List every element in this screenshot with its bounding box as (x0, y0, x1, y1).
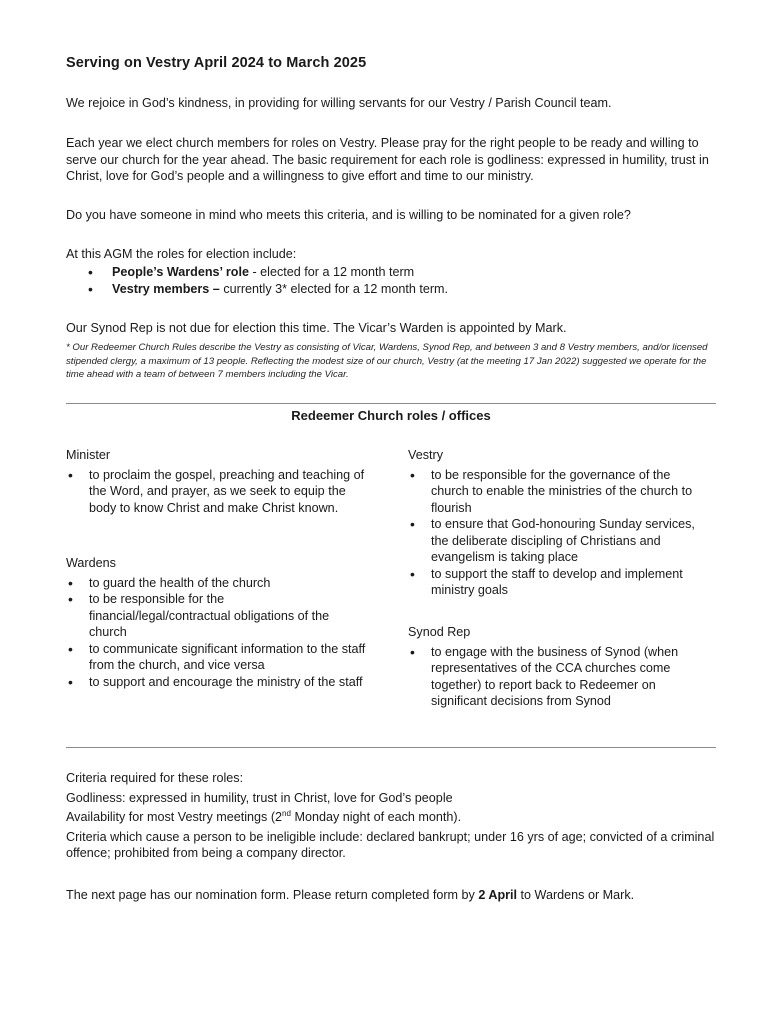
minister-title: Minister (66, 448, 111, 462)
minister-section (66, 447, 366, 516)
list-item: • to engage with the business of Synod (when representatives of the CCA churches come together) to report back to Redeemer on significant decisions from Synod (408, 644, 708, 710)
criteria-ineligible: Criteria which cause a person to be ineligible include: declared bankrupt; under 16 yrs of age; convicted of a criminal offence; prohibited from being a company director. (66, 829, 715, 860)
page-title: Serving on Vestry April 2024 to March 2025 (66, 55, 367, 71)
criteria-godliness: Godliness: expressed in humility, trust in Christ, love for God’s people (66, 790, 453, 805)
roles-heading: Redeemer Church roles / offices (291, 408, 491, 423)
criteria-heading: Criteria required for these roles: (66, 771, 244, 785)
wardens-section (66, 555, 366, 690)
election-roles-list (66, 264, 448, 297)
list-item: • to support the staff to develop and implement ministry goals (408, 566, 708, 599)
list-item: • to ensure that God-honouring Sunday services, the deliberate discipling of Christians and evangelism is taking place (408, 516, 708, 566)
role-detail: currently 3* elected for a 12 month term. (219, 281, 449, 296)
nomination-question: Do you have someone in mind who meets this criteria, and is willing to be nominated for a given role? (66, 208, 631, 222)
list-item: • to guard the health of the church (66, 575, 366, 592)
agm-intro: At this AGM the roles for election include: (66, 247, 297, 261)
election-paragraph: Each year we elect church members for roles on Vestry. Please pray for the right people to be ready and willing to serve our church for the year ahead. The basic requirement for each role is godliness: expressed in humility, trust in Christ, love for God’s people and a willingness to give effort and time to our ministry. (66, 136, 709, 183)
synod-note: Our Synod Rep is not due for election this time. The Vicar’s Warden is appointed by Mark. (66, 321, 567, 335)
minister-list (66, 467, 366, 517)
availability-text-end: Monday night of each month). (290, 810, 462, 824)
criteria-availability (66, 809, 716, 826)
synod-rep-title: Synod Rep (408, 625, 471, 639)
closing-date: 2 April (478, 888, 518, 902)
role-name: Vestry members – (112, 281, 220, 296)
closing-text-end: to Wardens or Mark. (517, 888, 635, 902)
divider (66, 403, 716, 404)
criteria-section (66, 770, 716, 865)
list-item: • to be responsible for the governance of the church to enable the ministries of the church to flourish (408, 467, 708, 517)
vestry-list (408, 467, 708, 599)
role-detail: - elected for a 12 month term (248, 265, 415, 279)
wardens-title: Wardens (66, 556, 116, 570)
availability-superscript: nd (282, 808, 291, 818)
synod-rep-section (408, 624, 708, 710)
closing-text: The next page has our nomination form. Please return completed form by (66, 888, 479, 902)
wardens-list (66, 575, 366, 691)
role-name: People’s Wardens’ role (112, 265, 249, 279)
footnote: * Our Redeemer Church Rules describe the Vestry as consisting of Vicar, Wardens, Synod Rep, and between 3 and 8 Vestry members, and/or licensed stipended clergy, a maximum of 13 people. Reflecting the modest size of our church, Vestry (at the meeting 17 Jan 2022) suggested we operate for the time ahead with a team of between 7 members including the Vicar. (66, 342, 708, 380)
list-item: • to support and encourage the ministry of the staff (66, 674, 366, 691)
intro-paragraph: We rejoice in God’s kindness, in providing for willing servants for our Vestry / Parish Council team. (66, 96, 612, 110)
availability-text: Availability for most Vestry meetings (2 (66, 810, 283, 824)
closing-note (66, 887, 714, 904)
vestry-title: Vestry (408, 448, 443, 462)
list-item: • to communicate significant information to the staff from the church, and vice versa (66, 641, 366, 674)
synod-rep-list (408, 644, 708, 710)
vestry-section (408, 447, 708, 599)
list-item: • to be responsible for the financial/legal/contractual obligations of the church (66, 591, 366, 641)
list-item (66, 281, 448, 298)
divider (66, 747, 716, 748)
list-item (66, 264, 448, 281)
list-item: • to proclaim the gospel, preaching and teaching of the Word, and prayer, as we seek to equip the body to know Christ and make Christ known. (66, 467, 366, 517)
